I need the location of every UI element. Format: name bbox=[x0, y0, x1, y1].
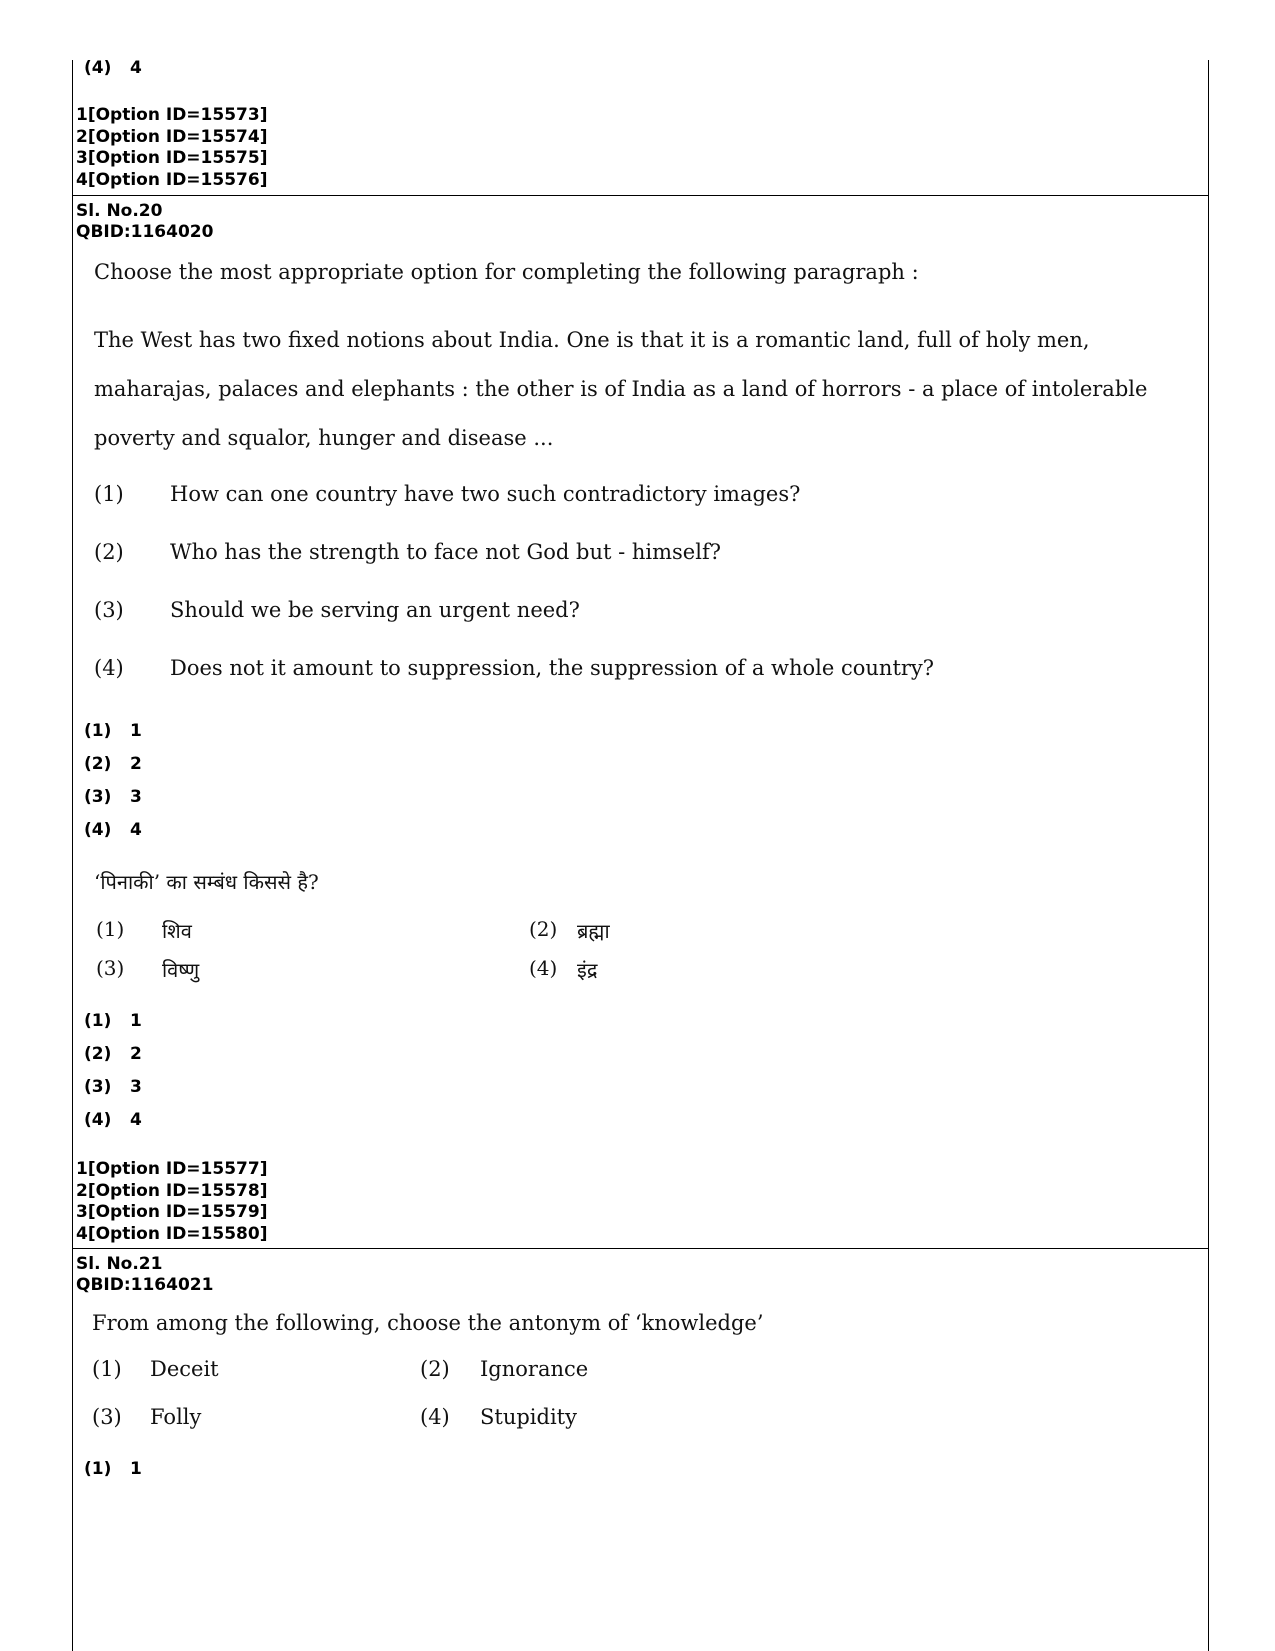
q20-answer-3: (3) 3 bbox=[84, 787, 142, 807]
option-id-line: 3[Option ID=15579] bbox=[76, 1202, 268, 1222]
q20-header bbox=[76, 201, 213, 243]
option-id-line: 4[Option ID=15580] bbox=[76, 1223, 268, 1244]
serial-number: Sl. No.21 bbox=[76, 1254, 163, 1274]
qbid: QBID:1164021 bbox=[76, 1275, 214, 1295]
option-id-line: 3[Option ID=15575] bbox=[76, 148, 268, 168]
q20-option-ids bbox=[76, 1159, 267, 1245]
q20-hindi-answer-1: (1) 1 bbox=[84, 1011, 142, 1031]
divider bbox=[72, 1248, 1209, 1249]
q20-answer-4: (4) 4 bbox=[84, 820, 142, 840]
serial-number: Sl. No.20 bbox=[76, 201, 163, 221]
q21-question: From among the following, choose the antonym of ‘knowledge’ bbox=[92, 1311, 764, 1335]
q20-hindi-question: ‘पिनाकी’ का सम्बंध किससे है? bbox=[94, 870, 319, 894]
q21-answer-1: (1) 1 bbox=[84, 1459, 142, 1479]
option-id-line: 1[Option ID=15577] bbox=[76, 1159, 268, 1179]
top-answer-4: (4) 4 bbox=[84, 58, 142, 78]
option-id-line: 2[Option ID=15574] bbox=[76, 126, 268, 147]
qbid: QBID:1164020 bbox=[76, 222, 214, 242]
q20-instruction: Choose the most appropriate option for completing the following paragraph : bbox=[94, 260, 919, 284]
option-id-line: 1[Option ID=15573] bbox=[76, 105, 268, 125]
q20-answer-2: (2) 2 bbox=[84, 754, 142, 774]
q20-answer-1: (1) 1 bbox=[84, 721, 142, 741]
q21-header bbox=[76, 1254, 213, 1296]
option-id-line: 2[Option ID=15578] bbox=[76, 1180, 268, 1201]
option-id-line: 4[Option ID=15576] bbox=[76, 169, 268, 190]
q20-paragraph: The West has two fixed notions about India. One is that it is a romantic land, full of holy men, maharajas, palaces and elephants : the other is of India as a land of horrors - a place of intolerable poverty and squalor, hunger and disease ... bbox=[94, 328, 1148, 450]
q20-hindi-answer-4: (4) 4 bbox=[84, 1110, 142, 1130]
q20-hindi-answer-2: (2) 2 bbox=[84, 1044, 142, 1064]
divider bbox=[72, 195, 1209, 196]
page-frame bbox=[72, 60, 1209, 1651]
q20-hindi-answer-3: (3) 3 bbox=[84, 1077, 142, 1097]
top-option-ids bbox=[76, 105, 267, 191]
